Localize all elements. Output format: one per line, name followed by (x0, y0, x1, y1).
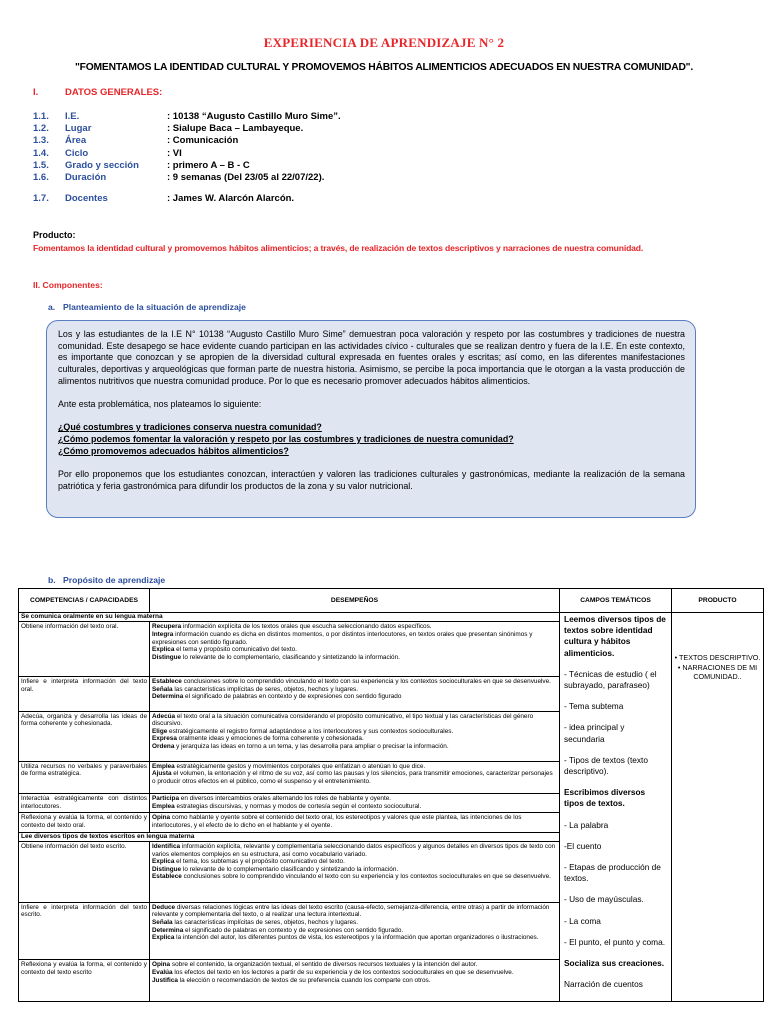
desempeno-item (152, 763, 557, 771)
desempeno-text: como hablante y oyente sobre el contenido del texto oral, los estereotipos y valores que este plantea, las intenciones de los interlocutores, y el efecto de lo dicho en el hablante y el oyente. (152, 814, 522, 830)
datos-number: 1.4. (33, 147, 49, 159)
desempeno-item (152, 743, 557, 751)
datos-row (33, 135, 341, 147)
datos-row (33, 111, 341, 123)
desempeno-text: información explícita, relevante y complementaria seleccionando datos específicos y algunos detalles en diversos tipos de texto con varios elementos complejos en su estructura, así como vocabulario variado. (152, 842, 556, 858)
desempeno-item (152, 919, 557, 927)
datos-value: : 10138 “Augusto Castillo Muro Sime”. (167, 111, 341, 122)
campo-item: - Tema subtema (564, 701, 624, 712)
desempeno-text: información cuando es dicha en distintos momentos, o por distintos interlocutores, en textos orales que presentan sinónimos y expresiones con sentido figurado. (152, 631, 533, 646)
desempeno-verb: Distingue (152, 865, 182, 873)
datos-label: Docentes (65, 193, 108, 205)
datos-row (33, 148, 341, 160)
desempeno-text: en diversos intercambios orales alternando los roles de hablante y oyente. (179, 795, 392, 803)
competencia-cell: Interactúa estratégicamente con distintos interlocutores. (19, 794, 150, 813)
desempeno-item (152, 693, 557, 701)
desempeno-text: estratégicamente el registro formal adaptándose a los interlocutores y sus contextos socioculturales. (167, 727, 454, 735)
competencia-cell: Reflexiona y evalúa la forma, el contenido y contexto del texto escrito (19, 960, 150, 1002)
desempeno-cell (150, 960, 560, 1002)
header-producto: PRODUCTO (672, 589, 764, 613)
desempeno-item (152, 969, 557, 977)
desempeno-text: el significado de palabras en contexto y de expresiones con sentido figurado (183, 693, 402, 701)
desempeno-verb: Señala (152, 685, 173, 693)
desempeno-text: el texto oral a la situación comunicativa considerando el propósito comunicativo, el tipo textual y las características del género discursivo. (152, 712, 534, 728)
situacion-paragraph: Por ello proponemos que los estudiantes conozcan, interactúen y valoren las tradiciones culturales y gastronómicas, mediante la realización de la semana patriótica y feria gastronómica para difundir los productos de la zona y su valor nutricional. (58, 468, 685, 491)
datos-number: 1.2. (33, 123, 49, 135)
competencia-group-title: Lee diversos tipos de textos escritos en lengua materna (19, 832, 560, 841)
campo-item: Leemos diversos tipos de textos sobre identidad cultura y hábitos alimenticios. (564, 614, 666, 658)
desempeno-text: el tema, los subtemas y el propósito comunicativo del texto. (174, 858, 345, 866)
table-header-row (19, 589, 764, 613)
subsection-letter: b. (48, 575, 56, 585)
campo-item: - La palabra (564, 819, 609, 830)
datos-number: 1.3. (33, 135, 49, 147)
desempeno-text: la elección o recomendación de textos de su preferencia cuando los comparte con otros. (177, 976, 431, 984)
producto-cell (672, 613, 764, 1002)
desempeno-item (152, 934, 557, 942)
datos-label: Ciclo (65, 147, 89, 159)
header-competencias: COMPETENCIAS / CAPACIDADES (19, 589, 150, 613)
desempeno-cell (150, 622, 560, 677)
table-group-row (19, 613, 764, 622)
competencia-cell: Obtiene información del texto escrito. (19, 841, 150, 902)
section-componentes-heading: II. Componentes: (33, 280, 103, 290)
campo-item: Narración de cuentos (564, 979, 643, 990)
campo-item: - Técnicas de estudio ( el subrayado, parafraseo) (564, 668, 657, 691)
campo-item: Escribimos diversos tipos de textos. (564, 787, 646, 809)
question-item: ¿Cómo podemos fomentar la valoración y respeto por las costumbres y tradiciones de nuestra comunidad? (58, 433, 514, 444)
datos-number: 1.6. (33, 171, 49, 183)
desempeno-verb: Elige (152, 727, 168, 735)
desempeno-text: y jerarquiza las ideas en torno a un tema, y las desarrolla para ampliar o precisar la información. (174, 742, 449, 750)
desempeno-verb: Opina (152, 814, 171, 822)
section-datos-generales-heading (33, 87, 162, 98)
producto-item: • NARRACIONES DE MI COMUNIDAD.. (677, 663, 758, 681)
desempeno-text: lo relevante de lo complementario clasificando y sintetizando la información. (181, 865, 399, 873)
datos-number: 1.1. (33, 111, 49, 122)
desempeno-cell (150, 711, 560, 761)
desempeno-verb: Recupera (152, 623, 182, 631)
desempeno-verb: Señala (152, 918, 173, 926)
desempeno-text: estratégicamente gestos y movimientos corporales que enfatizan o atenúan lo que dice. (174, 762, 426, 770)
desempeno-item (152, 795, 557, 803)
desempeno-item (152, 814, 557, 829)
header-campos: CAMPOS TEMÁTICOS (560, 589, 672, 613)
header-desempenos: DESEMPEÑOS (150, 589, 560, 613)
desempeno-item (152, 873, 557, 881)
campo-item: - La coma (564, 915, 601, 926)
desempeno-cell (150, 841, 560, 902)
desempeno-verb: Identifica (152, 842, 181, 850)
desempeno-verb: Explica (152, 934, 175, 942)
desempeno-item (152, 678, 557, 686)
desempeno-verb: Explica (152, 646, 175, 654)
desempeno-verb: Integra (152, 631, 174, 639)
page-title: EXPERIENCIA DE APRENDIZAJE N° 2 (263, 35, 505, 50)
question-list (58, 422, 685, 457)
desempeno-cell (150, 813, 560, 832)
campo-item: - idea principal y secundaria (564, 722, 625, 744)
campo-item: -El cuento (564, 840, 602, 851)
desempeno-verb: Emplea (152, 802, 175, 810)
desempeno-verb: Establece (152, 677, 182, 685)
desempeno-verb: Justifica (152, 976, 178, 984)
desempeno-verb: Adecúa (152, 712, 176, 720)
producto-text: Fomentamos la identidad cultural y promovemos hábitos alimenticios; a través, de realización de textos descriptivos y narraciones de nuestra comunidad. (33, 243, 644, 253)
datos-value: : VI (167, 147, 182, 159)
datos-value: : primero A – B - C (167, 159, 250, 171)
desempeno-item (152, 646, 557, 654)
desempeno-text: oralmente ideas y emociones de forma coherente y cohesionada. (176, 735, 364, 743)
campo-item: Socializa sus creaciones. (564, 958, 665, 969)
desempeno-verb: Participa (152, 795, 179, 803)
desempeno-cell (150, 676, 560, 711)
desempeno-text: sobre el contenido, la organización textual, el sentido de diversos recursos textuales y la intención del autor. (170, 961, 478, 969)
desempeno-verb: Determina (152, 926, 184, 934)
datos-row (33, 193, 341, 205)
campos-tematicos-cell (560, 613, 672, 1002)
desempeno-verb: Ordena (152, 742, 175, 750)
datos-value: : Sialupe Baca – Lambayeque. (167, 123, 304, 135)
desempeno-text: el volumen, la entonación y el ritmo de su voz, así como las pausas y los silencios, para transmitir emociones, caracterizar personajes o producir otros efectos en el público, como el suspenso y el entretenimiento. (152, 770, 553, 786)
competencia-cell: Infiere e interpreta información del texto oral. (19, 676, 150, 711)
desempeno-item (152, 977, 557, 985)
desempeno-item (152, 961, 557, 969)
desempeno-verb: Explica (152, 858, 175, 866)
desempeno-verb: Emplea (152, 762, 175, 770)
desempeno-item (152, 623, 557, 631)
situacion-paragraph: Los y las estudiantes de la I.E N° 10138 “Augusto Castillo Muro Sime” demuestran poca valoración y respeto por las costumbres y tradiciones de nuestra comunidad. Este desapego se hace evidente cuando participan en las actividades cívico - culturales que se realizan dentro y fuera de la I.E. En este contexto, es importante que conozcan y se apropien de la diversidad cultural expresada en fuentes orales y escritas; así como, en las diferentes manifestaciones culturales, deportivas y arqueológicas que forman parte de nuestra historia. Asimismo, se percibe la poca importancia que le otorgan a la vasta producción de alimentos nutritivos que nuestra comunidad produce. Por lo que es necesario promover adecuados hábitos alimenticios. (58, 329, 685, 386)
desempeno-verb: Evalúa (152, 969, 173, 977)
desempeno-item (152, 803, 557, 811)
desempeno-cell (150, 761, 560, 794)
desempeno-item (152, 770, 557, 785)
desempeno-verb: Opina (152, 961, 171, 969)
desempeno-text: diversas relaciones lógicas entre las ideas del texto escrito (causa-efecto, semejanza-diferencia, entre otras) a partir de información relevante y complementaria del texto, o al realizar una lectura intertextual. (152, 903, 550, 919)
desempeno-cell (150, 794, 560, 813)
desempeno-text: las características implícitas de seres, objetos, hechos y lugares. (172, 918, 359, 926)
subsection-planteamiento-heading (48, 302, 246, 312)
campo-item: - Uso de mayúsculas. (564, 894, 644, 905)
subsection-label: Planteamiento de la situación de aprendizaje (63, 302, 246, 312)
competencia-cell: Adecúa, organiza y desarrolla las ideas de forma coherente y cohesionada. (19, 711, 150, 761)
datos-label: Lugar (65, 123, 92, 135)
producto-label: Producto: (33, 230, 76, 240)
desempeno-text: las características implícitas de seres, objetos, hechos y lugares. (172, 685, 359, 693)
desempeno-verb: Deduce (152, 903, 176, 911)
campo-item: - Etapas de producción de textos. (564, 862, 661, 884)
campo-item: - El punto, el punto y coma. (564, 936, 666, 947)
datos-value: : Comunicación (167, 135, 239, 147)
desempeno-item (152, 735, 557, 743)
datos-label: Área (65, 135, 87, 147)
datos-label: I.E. (65, 111, 80, 122)
datos-row (33, 172, 341, 184)
desempeno-text: conclusiones sobre lo comprendido vinculando el texto con su experiencia y los contextos socioculturales en que se desenvuelve. (181, 873, 551, 881)
competencia-group-title: Se comunica oralmente en su lengua materna (19, 613, 560, 622)
datos-number: 1.5. (33, 159, 49, 171)
datos-label: Grado y sección (65, 159, 139, 171)
desempeno-verb: Expresa (152, 735, 177, 743)
competencia-cell: Reflexiona y evalúa la forma, el contenido y contexto del texto oral. (19, 813, 150, 832)
desempeno-cell (150, 902, 560, 960)
situacion-box (46, 320, 696, 518)
subsection-proposito-heading (48, 575, 165, 585)
question-item: ¿Cómo promovemos adecuados hábitos alimenticios? (58, 445, 289, 456)
campo-item: - Tipos de textos (texto descriptivo). (564, 754, 648, 777)
desempeno-text: el tema y propósito comunicativo del texto. (174, 646, 297, 654)
desempeno-verb: Determina (152, 693, 184, 701)
datos-number: 1.7. (33, 193, 49, 205)
desempeno-text: información explícita de los textos orales que escucha seleccionando datos específicos. (181, 623, 432, 631)
datos-value: : James W. Alarcón Alarcón. (167, 193, 295, 205)
desempeno-verb: Establece (152, 873, 182, 881)
desempeno-item (152, 866, 557, 874)
desempeno-verb: Distingue (152, 653, 182, 661)
subsection-label: Propósito de aprendizaje (63, 575, 166, 585)
desempeno-item (152, 728, 557, 736)
section-label: DATOS GENERALES: (65, 87, 163, 98)
desempeno-text: el significado de palabras en contexto y de expresiones con sentido figurado. (183, 926, 404, 934)
desempeno-item (152, 631, 557, 646)
desempeno-item (152, 686, 557, 694)
desempeno-item (152, 927, 557, 935)
proposito-table (18, 588, 764, 1002)
producto-item: • TEXTOS DESCRIPTIVO. (674, 653, 761, 662)
page-subtitle: "FOMENTAMOS LA IDENTIDAD CULTURAL Y PROMOVEMOS HÁBITOS ALIMENTICIOS ADECUADOS EN NUESTRA COMUNIDAD". (74, 62, 694, 73)
datos-generales-list (33, 111, 341, 205)
desempeno-item (152, 713, 557, 728)
subsection-letter: a. (48, 302, 56, 312)
datos-row (33, 160, 341, 172)
desempeno-item (152, 858, 557, 866)
desempeno-item (152, 843, 557, 858)
desempeno-text: lo relevante de lo complementario, clasificando y sintetizando la información. (181, 653, 400, 661)
desempeno-text: los efectos del texto en los lectores a partir de su experiencia y de los contextos socioculturales en que se desenvuelve. (172, 969, 514, 977)
desempeno-item (152, 904, 557, 919)
competencia-cell: Obtiene información del texto oral. (19, 622, 150, 677)
desempeno-text: estrategias discursivas, y normas y modos de cortesía según el contexto sociocultural. (174, 802, 422, 810)
desempeno-verb: Ajusta (152, 770, 172, 778)
desempeno-text: conclusiones sobre lo comprendido vinculando el texto con su experiencia y los contextos socioculturales en que se desenvuelve. (181, 677, 551, 685)
datos-label: Duración (65, 171, 107, 183)
competencia-cell: Utiliza recursos no verbales y paraverbales de forma estratégica. (19, 761, 150, 794)
datos-row (33, 123, 341, 135)
competencia-cell: Infiere e interpreta información del texto escrito. (19, 902, 150, 960)
section-number: I. (33, 87, 39, 98)
datos-value: : 9 semanas (Del 23/05 al 22/07/22). (167, 171, 325, 183)
desempeno-item (152, 654, 557, 662)
desempeno-text: la intención del autor, los diferentes puntos de vista, los estereotipos y la información que aportan organizadores o ilustraciones. (174, 934, 539, 942)
question-item: ¿Qué costumbres y tradiciones conserva nuestra comunidad? (58, 422, 322, 433)
situacion-paragraph: Ante esta problemática, nos plateamos lo siguiente: (58, 399, 262, 410)
